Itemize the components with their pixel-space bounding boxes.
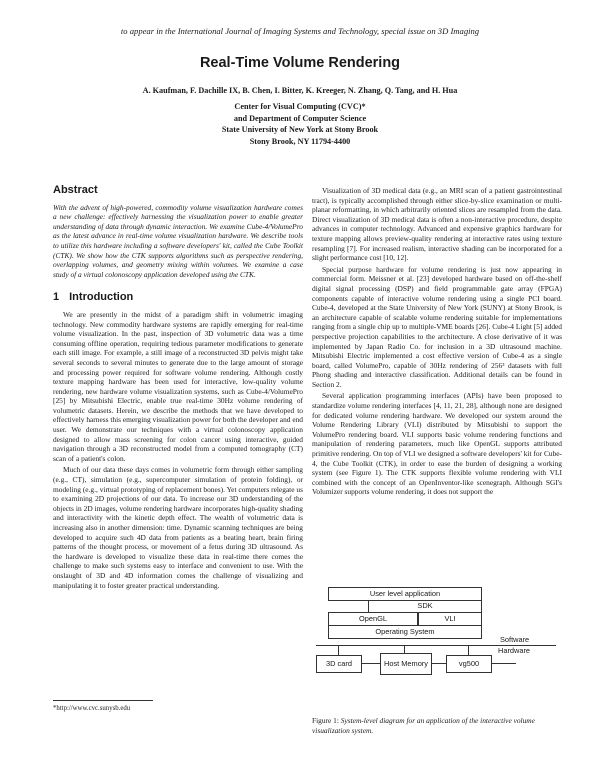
right-paragraph-3: Several application programming interfaces (APIs) have been proposed to standardize volume rendering interfaces [4, 11, 21, 28], although none are designed for dedicated volume rendering hardware. We developed our system around the Volume Rendering Library (VLI) distributed by Mitsubishi to support the VolumePro rendering board. VLI supports basic volume rendering functions and manipulation of rendering parameters, much like OpenGL supports attributed primitive rendering. On top of VLI we designed a software developers' kit for Cube-4, the Cube Toolkit (CTK), in order to ease the burden of designing a working system (see Figure 1). The CTK supports flexible volume rendering with VLI combined with the concept of an OpenInventor-like scenegraph. Although SGI's Volumizer supports volume rendering, it does not support the bbox=[312, 391, 562, 497]
affiliation-line: and Department of Computer Science bbox=[233, 113, 367, 123]
paper-title: Real-Time Volume Rendering bbox=[199, 55, 401, 71]
software-label: Software bbox=[500, 635, 530, 644]
connector-host-memory bbox=[404, 645, 405, 653]
right-paragraph-1: Visualization of 3D medical data (e.g., an MRI scan of a patient gastrointestinal tract), is typically accomplished through either slice-by-slice examination or multi-planar reformatting, in which arbitrarily oriented slices are resampled from the data. Direct visualization of 3D medical data is often a non-interactive procedure, despite advances in computer technology. Advanced and expensive graphics hardware for texture mapping allows preview-quality rendering at interactive rates using texture resampling [7]. For increased realism, interactive shading can be incorporated for a slight performance cost [10, 12]. bbox=[312, 186, 562, 263]
affiliation-line: State University of New York at Stony Brook bbox=[221, 125, 379, 134]
host-memory-label: Host Memory bbox=[384, 658, 428, 668]
intro-paragraph-2: Much of our data these days comes in volumetric form through either sampling (e.g., CT), simulation (e.g., supercomputer simulation of protein folding), or modeling (e.g., virtual prototyping of replacement bones). Yet computers relegate us to examining 2D projections of our data. To increase our 3D understanding of the objects in 2D images, volume rendering hardware incorporates high-quality shading and interactivity with the kinetic depth effect. The wealth of volumetric data is increasing also in another dimension: time. Dynamic scanning techniques are being developed to acquire such 4D data from patients as a beating heart, brain firing patterns of the thought process, or movement of a fetus during 3D ultrasound. As the hardware is developed to visualize these data in real-time there comes the challenge to make such systems easy to interface and convenient to use. With the onslaught of 3D and 4D information comes the challenge of visualizing and manipulating it to foster greater practical understanding. bbox=[53, 465, 303, 590]
footnote-rule bbox=[53, 700, 153, 701]
affiliation-line: Stony Brook, NY 11794-4400 bbox=[249, 136, 351, 146]
section-number: 1 bbox=[53, 291, 60, 304]
sdk-label: SDK bbox=[417, 601, 433, 611]
vli-label: VLI bbox=[444, 613, 456, 623]
journal-note: to appear in the International Journal of Imaging Systems and Technology, special issue on 3D Imaging bbox=[120, 26, 480, 36]
connector-vg500 bbox=[468, 645, 469, 655]
affiliation-line: Center for Visual Computing (CVC)* bbox=[234, 102, 366, 111]
hardware-label: Hardware bbox=[498, 646, 531, 655]
user-app-box bbox=[328, 587, 482, 601]
intro-heading bbox=[53, 293, 303, 303]
left-column bbox=[53, 186, 303, 590]
system-diagram bbox=[316, 587, 561, 722]
figure-caption bbox=[312, 716, 562, 735]
3d-card-box bbox=[316, 655, 362, 673]
vli-box bbox=[418, 612, 482, 626]
author-list: A. Kaufman, F. Dachille IX, B. Chen, I. Bitter, K. Kreeger, N. Zhang, Q. Tang, and H. Hua bbox=[142, 86, 458, 95]
os-box bbox=[328, 625, 482, 639]
caption-text: System-level diagram for an application of the interactive volume visualization system. bbox=[312, 716, 535, 735]
section-title: Introduction bbox=[69, 291, 134, 304]
affiliation-block bbox=[0, 101, 600, 147]
user-app-label: User level application bbox=[369, 588, 441, 598]
intro-paragraph-1: We are presently in the midst of a paradigm shift in volumetric imaging technology. New commodity hardware systems are rapidly emerging for real-time volume visualization. In the past, inspection of 3D volumetric data was a time consuming offline operation, requiring tedious parameter modifications to generate each still image. For example, a still image of a reconstructed 3D pelvis might take several seconds to several minutes to generate due to the large amount of storage and processing power required for software volume rendering. Although costly texture mapping hardware has been used for interactive, low-quality volume rendering, new hardware volume visualization systems, such as Cube-4/VolumePro [25] by Mitsubishi Electric, enable true real-time 30Hz volume rendering of volumetric datasets. Herein, we describe the methods that we have developed to effectively harness this emerging visualization power for both the developer and end user. We demonstrate our techniques with a virtual colonoscopy application designed to allow mass screening for colon cancer using interactive, guided navigation through a 3D reconstructed model from a computed tomography (CT) scan of a patient's colon. bbox=[53, 309, 303, 463]
right-column bbox=[312, 186, 562, 497]
caption-label: Figure 1: bbox=[312, 716, 339, 725]
os-label: Operating System bbox=[375, 626, 435, 636]
host-memory-box bbox=[380, 653, 432, 675]
3d-card-label: 3D card bbox=[326, 658, 352, 668]
vg500-box bbox=[446, 655, 492, 673]
abstract-text: With the advent of high-powered, commodity volume visualization hardware comes a new challenge: effectively harnessing the visualization power to enable greater understanding of data through dynamic interaction. We examine Cube-4/VolumePro as the latest advance in real-time volume visualization hardware. We describe tools to utilize this hardware including a software developers' kit, called the Cube Toolkit (CTK). We show how the CTK supports algorithms such as perspective rendering, overlapping volumes, and geometry mixing within volumes. We examine a case study of a virtual colonoscopy application developed using the CTK. bbox=[53, 202, 303, 279]
abstract-heading: Abstract bbox=[53, 184, 98, 196]
connector-3d-card bbox=[338, 645, 339, 655]
footnote-text: *http://www.cvc.sunysb.edu bbox=[53, 705, 131, 712]
right-paragraph-2: Special purpose hardware for volume rendering is just now appearing in commercial form. Meissner et al. [23] developed hardware based on off-the-shelf digital signal processing (DSP) and field programmable gate array (FPGA) components capable of interactive volume rendering using a single PCI board. Cube-4, developed at the State University of New York (SUNY) at Stony Brook, is an architecture capable of scalable volume rendering suitable for implementations ranging from a single chip up to multiple-VME boards [26]. Cube-4 Light [5] added perspective projection capabilities to the architecture. A close derivative of it was implemented by Japan Radio Co. for inclusion in a 3D ultrasound machine. Mitsubishi Electric implemented a cost effective version of Cube-4 as a single board, called VolumePro, capable of 30Hz rendering of 256³ datasets with full Phong shading and interactive classification. Additional details can be found in Section 2. bbox=[312, 264, 562, 389]
vg500-label: vg500 bbox=[458, 658, 480, 668]
opengl-box bbox=[328, 612, 418, 626]
opengl-label: OpenGL bbox=[359, 613, 387, 623]
footnote bbox=[53, 700, 303, 713]
